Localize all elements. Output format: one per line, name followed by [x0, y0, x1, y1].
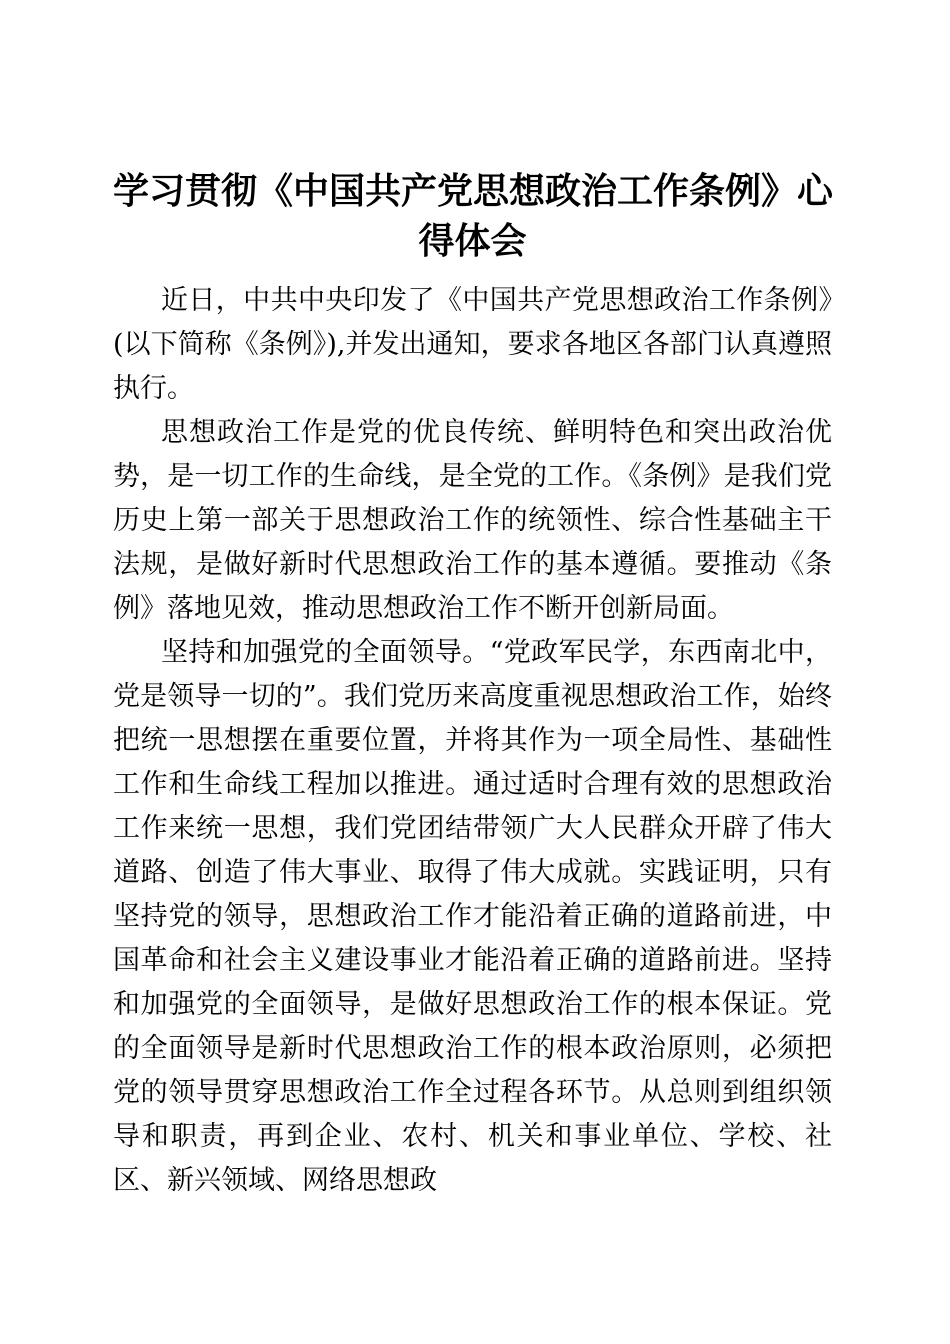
paragraph-intro: 近日，中共中央印发了《中国共产党思想政治工作条例》(以下简称《条例》),并发出通知，要求各地区各部门认真遵照执行。: [113, 285, 832, 404]
title-line-2: 得体会: [418, 221, 527, 262]
paragraph-party-leadership: 坚持和加强党的全面领导。“党政军民学，东西南北中，党是领导一切的”。我们党历来高度重视思想政治工作，始终把统一思想摆在重要位置，并将其作为一项全局性、基础性工作和生命线工程加以推进。通过适时合理有效的思想政治工作来统一思想，我们党团结带领广大人民群众开辟了伟大道路、创造了伟大事业、取得了伟大成就。实践证明，只有坚持党的领导，思想政治工作才能沿着正确的道路前进，中国革命和社会主义建设事业才能沿着正确的道路前进。坚持和加强党的全面领导，是做好思想政治工作的根本保证。党的全面领导是新时代思想政治工作的根本政治原则，必须把党的领导贯穿思想政治工作全过程各环节。从总则到组织领导和职责，再到企业、农村、机关和事业单位、学校、社区、新兴领域、网络思想政: [113, 637, 832, 1196]
title-line-1: 学习贯彻《中国共产党思想政治工作条例》心: [113, 171, 834, 212]
document-body: [113, 279, 832, 1203]
document-title: [113, 167, 832, 267]
paragraph-significance: 思想政治工作是党的优良传统、鲜明特色和突出政治优势，是一切工作的生命线，是全党的工作。《条例》是我们党历史上第一部关于思想政治工作的统领性、综合性基础主干法规，是做好新时代思想政治工作的基本遵循。要推动《条例》落地见效，推动思想政治工作不断开创新局面。: [113, 417, 832, 624]
